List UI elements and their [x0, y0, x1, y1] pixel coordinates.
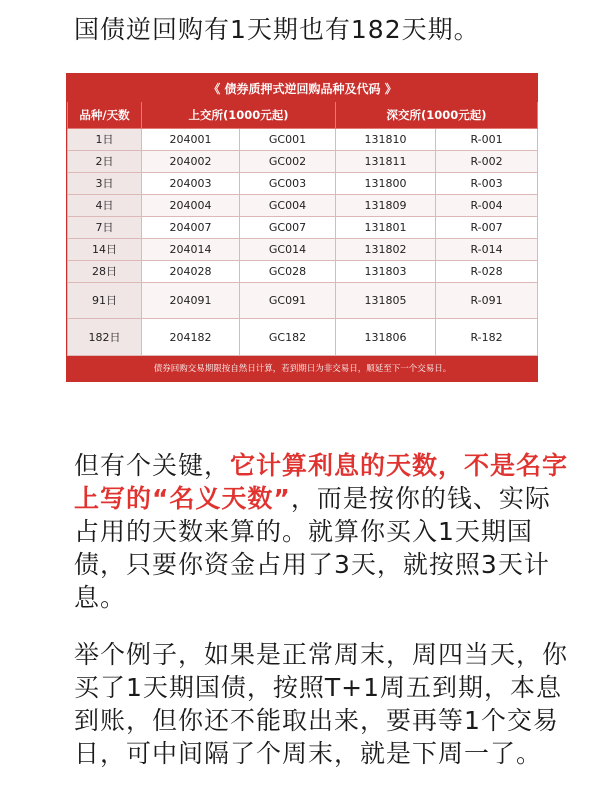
cell-sh-name: GC003: [240, 172, 336, 194]
table-row: [68, 172, 538, 194]
cell-sz-code: 131806: [336, 319, 436, 356]
header-shenzhen: 深交所(1000元起): [336, 102, 538, 129]
intro-heading: 国债逆回购有1天期也有182天期。: [74, 15, 480, 44]
header-shanghai: 上交所(1000元起): [142, 102, 336, 129]
cell-sz-code: 131805: [336, 282, 436, 319]
table-row: [68, 194, 538, 216]
table-row: [68, 129, 538, 151]
cell-day: 3日: [68, 172, 142, 194]
cell-sz-name: R-028: [436, 260, 538, 282]
cell-sh-name: GC004: [240, 194, 336, 216]
table-row: [68, 282, 538, 319]
paragraph-key-point: [74, 449, 574, 614]
cell-sh-name: GC028: [240, 260, 336, 282]
cell-sh-code: 204007: [142, 216, 240, 238]
table-row: [68, 260, 538, 282]
cell-sh-code: 204004: [142, 194, 240, 216]
cell-sz-name: R-002: [436, 150, 538, 172]
para1-rest: ，而是按你的钱、实际占用的天数来算的。就算你买入1天期国债，只要你资金占用了3天，就按照3天计息。: [74, 484, 551, 612]
table-row: [68, 238, 538, 260]
para1-highlight: 它计算利息的天数，不是名字上写的“名义天数”: [74, 451, 569, 513]
cell-day: 4日: [68, 194, 142, 216]
cell-sz-code: 131800: [336, 172, 436, 194]
cell-sh-code: 204182: [142, 319, 240, 356]
cell-sh-name: GC002: [240, 150, 336, 172]
cell-sz-code: 131810: [336, 129, 436, 151]
cell-sz-code: 131802: [336, 238, 436, 260]
cell-sh-code: 204091: [142, 282, 240, 319]
header-variety: 品种/天数: [68, 102, 142, 129]
cell-sz-name: R-091: [436, 282, 538, 319]
cell-sh-name: GC001: [240, 129, 336, 151]
table-row: [68, 216, 538, 238]
paragraph-example: 举个例子，如果是正常周末，周四当天，你买了1天期国债，按照T+1周五到期，本息到账，但你还不能取出来，要再等1个交易日，可中间隔了个周末，就是下周一了。: [74, 640, 569, 768]
cell-sz-name: R-003: [436, 172, 538, 194]
cell-sz-name: R-007: [436, 216, 538, 238]
cell-sz-name: R-001: [436, 129, 538, 151]
cell-sz-code: 131809: [336, 194, 436, 216]
cell-sh-code: 204028: [142, 260, 240, 282]
cell-sh-code: 204014: [142, 238, 240, 260]
cell-sh-name: GC014: [240, 238, 336, 260]
cell-day: 1日: [68, 129, 142, 151]
cell-day: 91日: [68, 282, 142, 319]
para1-lead: 但有个关键，: [74, 451, 231, 480]
cell-sh-code: 204003: [142, 172, 240, 194]
table-note: 债券回购交易期限按自然日计算，若到期日为非交易日，顺延至下一个交易日。: [68, 356, 538, 381]
cell-sh-code: 204001: [142, 129, 240, 151]
cell-sh-name: GC007: [240, 216, 336, 238]
cell-day: 28日: [68, 260, 142, 282]
cell-sz-name: R-182: [436, 319, 538, 356]
table-row: [68, 319, 538, 356]
cell-sh-name: GC091: [240, 282, 336, 319]
cell-day: 14日: [68, 238, 142, 260]
cell-day: 2日: [68, 150, 142, 172]
cell-sh-name: GC182: [240, 319, 336, 356]
cell-sh-code: 204002: [142, 150, 240, 172]
cell-sz-code: 131801: [336, 216, 436, 238]
repo-code-table: [66, 73, 538, 382]
cell-day: 182日: [68, 319, 142, 356]
cell-sz-code: 131803: [336, 260, 436, 282]
cell-sz-name: R-014: [436, 238, 538, 260]
table-title: 《 债券质押式逆回购品种及代码 》: [68, 75, 538, 102]
cell-sz-name: R-004: [436, 194, 538, 216]
table-row: [68, 150, 538, 172]
cell-day: 7日: [68, 216, 142, 238]
cell-sz-code: 131811: [336, 150, 436, 172]
